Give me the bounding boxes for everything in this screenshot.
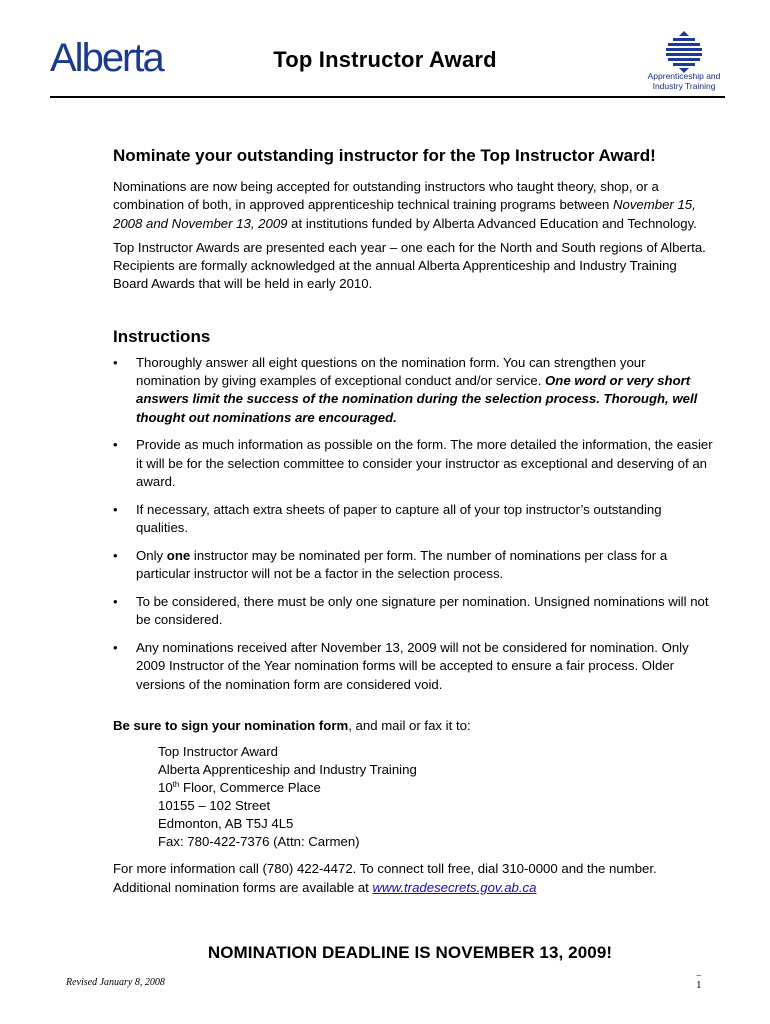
nomination-headline: Nominate your outstanding instructor for the Top Instructor Award! [113, 146, 656, 165]
apprenticeship-globe-logo-icon [661, 30, 707, 74]
document-body [113, 145, 713, 897]
instructions-heading: Instructions [113, 326, 211, 346]
intro-paragraph-1: Nominations are now being accepted for outstanding instructors who taught theory, shop, or a combination of both, in approved apprenticeship technical training programs between November 15, 2008 and November 13, 2009 at institutions funded by Alberta Advanced Education and Technology. [113, 179, 697, 231]
revision-date: Revised January 8, 2008 [66, 977, 165, 988]
deadline-notice: NOMINATION DEADLINE IS NOVEMBER 13, 2009! [207, 943, 613, 962]
list-item: • Only one instructor may be nominated per form. The number of nominations per class for a particular instructor will not be a factor in the selection process. [113, 547, 668, 582]
page-number: – 1 [696, 970, 702, 991]
page-title: Top Instructor Award [273, 47, 497, 72]
list-item: • Any nominations received after November 13, 2009 will not be considered for nomination. Only 2009 Instructor of the Year nomination forms will be accepted to ensure a fair process. Older versions of the nomination form are considered void. [113, 640, 689, 692]
more-info-text: For more information call (780) 422-4472. To connect toll free, dial 310-0000 and the number. Additional nomination forms are available at www.tradesecrets.gov.ab.ca [113, 861, 657, 895]
ait-logo-caption: Apprenticeship and Industry Training [647, 71, 721, 91]
header-divider [50, 96, 725, 98]
intro-paragraph-2: Top Instructor Awards are presented each year – one each for the North and South regions of Alberta. Recipients are formally acknowledged at the annual Alberta Apprenticeship and Industry Training Board Awards that will be held in early 2010. [113, 239, 706, 292]
list-item: • Thoroughly answer all eight questions on the nomination form. You can strengthen your nomination by giving examples of exceptional conduct and/or service. One word or very short answers limit the success of the nomination during the selection process. Thorough, well thought out nominations are encouraged. [113, 354, 698, 425]
mailing-address: Top Instructor Award Alberta Apprenticeship and Industry Training 10th Floor, Commerce Place 10155 – 102 Street Edmonton, AB T5J 4L5 Fax: 780-422-7376 (Attn: Carmen) [158, 744, 417, 850]
list-item: • If necessary, attach extra sheets of paper to capture all of your top instructor’s outstanding qualities. [113, 501, 662, 536]
instructions-list [113, 354, 713, 694]
list-item: • To be considered, there must be only one signature per nomination. Unsigned nominations will not be considered. [113, 594, 709, 628]
alberta-logo: Alberta [50, 36, 163, 80]
sign-instruction: Be sure to sign your nomination form, and mail or fax it to: [113, 718, 471, 734]
tradesecrets-link[interactable]: www.tradesecrets.gov.ab.ca [372, 879, 537, 895]
list-item: • Provide as much information as possible on the form. The more detailed the information, the easier it will be for the selection committee to consider your instructor as exceptional and deserving of an award. [113, 437, 713, 490]
